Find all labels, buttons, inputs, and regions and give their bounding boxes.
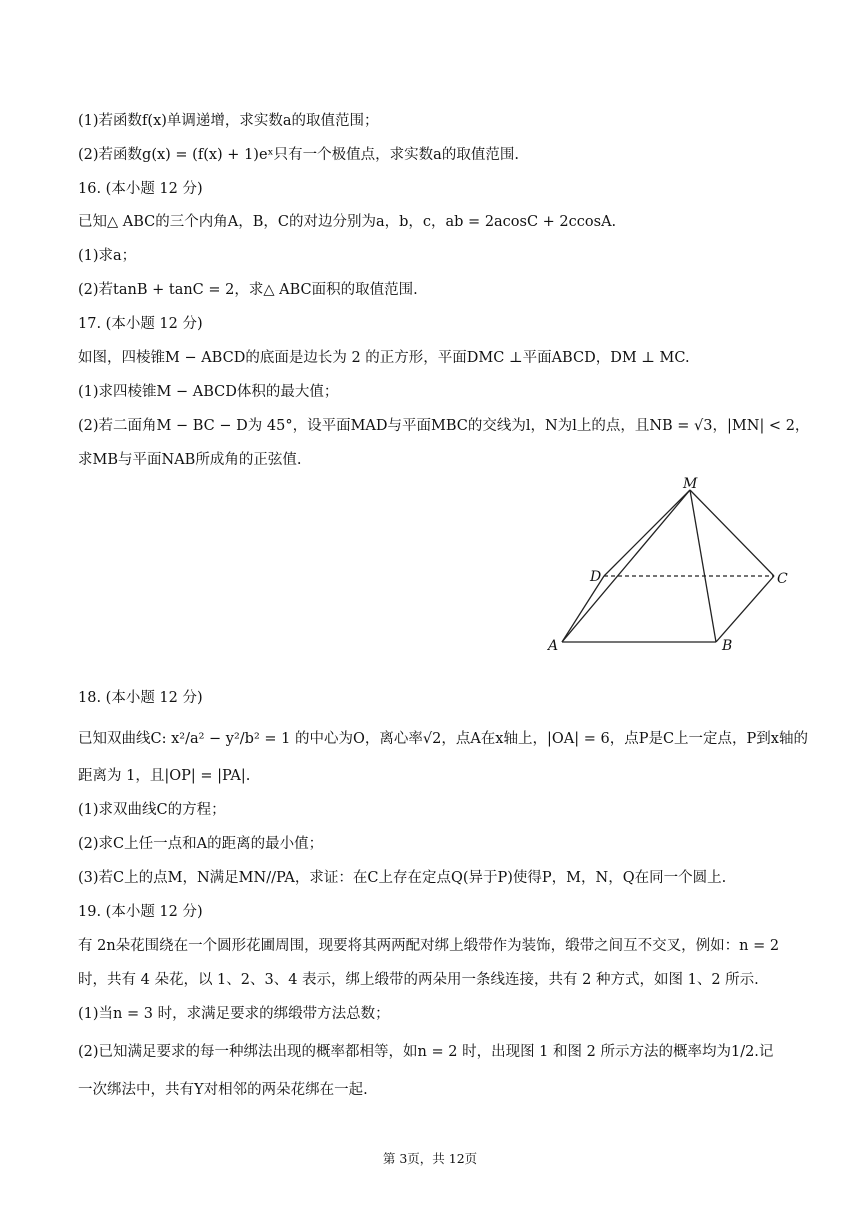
edge-md	[604, 490, 690, 576]
vertex-label-m: M	[683, 476, 698, 492]
text-line-8: 如图，四棱锥M − ABCD的底面是边长为 2 的正方形，平面DMC ⊥平面ABCD，DM ⊥ MC.	[78, 350, 690, 366]
problem-18-heading: 18. (本小题 12 分)	[78, 690, 203, 706]
text-line-22: (2)已知满足要求的每一种绑法出现的概率都相等，如n = 2 时，出现图 1 和图 2 所示方法的概率均为1/2.记	[78, 1044, 774, 1060]
text-line-2: (2)若函数g(x) = (f(x) + 1)eˣ只有一个极值点，求实数a的取值范围.	[78, 147, 519, 163]
text-line-23: 一次绑法中，共有Y对相邻的两朵花绑在一起.	[78, 1082, 368, 1098]
problem-19-heading: 19. (本小题 12 分)	[78, 904, 203, 920]
text-line-4: 已知△ ABC的三个内角A，B，C的对边分别为a，b，c，ab = 2acosC + 2ccosA.	[78, 214, 617, 230]
problem-17-heading: 17. (本小题 12 分)	[78, 316, 203, 332]
text-line-6: (2)若tanB + tanC = 2，求△ ABC面积的取值范围.	[78, 282, 418, 298]
text-line-15: (1)求双曲线C的方程；	[78, 802, 226, 818]
edge-ad	[562, 576, 604, 642]
text-line-1: (1)若函数f(x)单调递增，求实数a的取值范围；	[78, 113, 379, 129]
vertex-label-a: A	[548, 638, 559, 654]
page-footer: 第 3页，共 12页	[382, 1151, 478, 1166]
text-line-14: 距离为 1，且|OP| = |PA|.	[78, 768, 251, 784]
text-line-13: 已知双曲线C: x²/a² − y²/b² = 1 的中心为O，离心率√2，点A在x轴上，|OA| = 6，点P是C上一定点，P到x轴的	[78, 731, 808, 747]
text-line-11: 求MB与平面NAB所成角的正弦值.	[78, 452, 302, 468]
problem-16-heading: 16. (本小题 12 分)	[78, 181, 203, 197]
text-line-16: (2)求C上任一点和A的距离的最小值；	[78, 836, 324, 852]
text-line-5: (1)求a；	[78, 248, 137, 264]
text-line-17: (3)若C上的点M，N满足MN//PA，求证：在C上存在定点Q(异于P)使得P，M，N，Q在同一个圆上.	[78, 870, 727, 886]
edge-bc	[716, 576, 774, 642]
vertex-label-c: C	[777, 571, 788, 587]
pyramid-figure	[540, 470, 800, 660]
text-line-21: (1)当n = 3 时，求满足要求的绑缎带方法总数；	[78, 1006, 390, 1022]
text-line-20: 时，共有 4 朵花，以 1、2、3、4 表示，绑上缎带的两朵用一条线连接，共有 2 种方式，如图 1、2 所示.	[78, 972, 759, 988]
edge-ma	[562, 490, 690, 642]
vertex-label-b: B	[722, 638, 733, 654]
vertex-label-d: D	[590, 569, 602, 585]
text-line-19: 有 2n朵花围绕在一个圆形花圃周围，现要将其两两配对绑上缎带作为装饰，缎带之间互不交叉，例如：n = 2	[78, 938, 780, 954]
text-line-10: (2)若二面角M − BC − D为 45°，设平面MAD与平面MBC的交线为l，N为l上的点，且NB = √3，|MN| < 2，	[78, 418, 810, 434]
text-line-9: (1)求四棱锥M − ABCD体积的最大值；	[78, 384, 339, 400]
